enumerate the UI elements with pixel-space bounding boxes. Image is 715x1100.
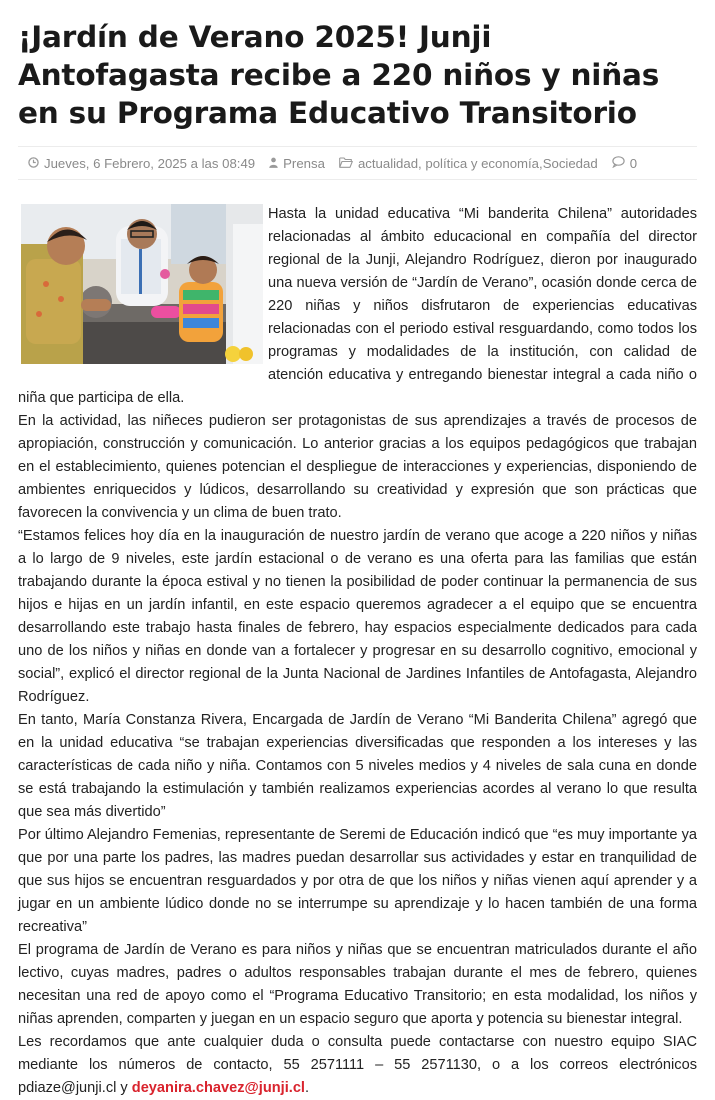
meta-category-link-1[interactable]: actualidad, política y economía [357, 155, 540, 171]
meta-date-text: Jueves, 6 Febrero, 2025 a las 08:49 [44, 155, 256, 171]
meta-comments-count[interactable]: 0 [629, 155, 638, 171]
article-closing-paragraph [18, 1031, 697, 1100]
meta-comments[interactable] [612, 156, 637, 171]
article-body [18, 203, 697, 1100]
user-icon [269, 156, 278, 171]
meta-date [28, 156, 255, 171]
article-paragraph-4: En tanto, María Constanza Rivera, Encargada de Jardín de Verano “Mi Banderita Chilena” agregó que en la unidad educativa “se trabajan experiencias diversificadas que responden a los intereses y las características de cada niño y niña. Contamos con 5 niveles medios y 4 niveles de sala cuna en donde se está trabajando la estimulación y también realizamos experiencias acordes al verano lo que resulta que sea más divertido” [18, 712, 697, 820]
article-paragraph-5: Por último Alejandro Femenias, representante de Seremi de Educación indicó que “es muy importante ya que por una parte los padres, las madres puedan desarrollar sus actividades y estar en tranquilidad de que sus hijos se encuentran resguardados y por otra de que los niños y niñas vienen aquí aprender y a jugar en un ambiente lúdico donde no se interrumpe su aprendizaje y lo hacen también de una forma recreativa” [18, 827, 697, 935]
post-meta [18, 146, 697, 180]
closing-period: . [305, 1080, 310, 1096]
article-paragraph-1: Hasta la unidad educativa “Mi banderita Chilena” autoridades relacionadas al ámbito educacional en compañía del director regional de la Junji, Alejandro Rodríguez, dieron por inaugurado una nueva versión de “Jardín de Verano”, ocasión donde cerca de 220 niñas y niños disfrutaron de experiencias educativas relacionadas con el periodo estival resguardando, como todos los programas y modalidades de la institución, con calidad de atención educativa y entregando bienestar integral a cada niño o niña que participa de ella. [18, 206, 697, 406]
contact-email-link[interactable]: deyanira.chavez@junji.cl [131, 1080, 305, 1096]
meta-author-link[interactable]: Prensa [283, 155, 325, 171]
meta-category-separator: , [539, 155, 543, 171]
comment-icon [612, 156, 625, 171]
article-paragraph-6: El programa de Jardín de Verano es para niños y niñas que se encuentran matriculados durante el año lectivo, cuyas madres, padres o adultos responsables trabajan durante el mes de febrero, quienes necesitan una red de apoyo como el “Programa Educativo Transitorio; en esta modalidad, los niños y niñas aprenden, comparten y juegan en un espacio seguro que aporta y potencia su bienestar integral. [18, 942, 697, 1027]
clock-icon [28, 156, 39, 171]
folder-icon [339, 156, 353, 171]
article-paragraph-3: “Estamos felices hoy día en la inauguración de nuestro jardín de verano que acoge a 220 niños y niñas a lo largo de 9 niveles, este jardín estacional o de verano es una oferta para las familias que están trabajando durante la época estival y no tienen la posibilidad de poder continuar la permanencia de sus hijos e hijas en un jardín infantil, en este espacio queremos agradecer a el equipo que se encuentra desarrollando este trabajo hasta finales de febrero, hay espacios especialmente dedicados para cada uno de los niños y niñas en donde van a fortalecer y progresar en su desarrollo cognitivo, emocional y social”, explicó el director regional de la Junta Nacional de Jardines Infantiles de Antofagasta, Alejandro Rodríguez. [18, 528, 697, 705]
meta-category-link-2[interactable]: Sociedad [542, 155, 598, 171]
article-photo [21, 204, 263, 364]
meta-categories [339, 156, 598, 171]
article-paragraph-2: En la actividad, las niñeces pudieron ser protagonistas de sus aprendizajes a través de procesos de apropiación, construcción y comunicación. Lo anterior gracias a los equipos pedagógicos que trabajan en el establecimiento, quienes potencian el despliegue de interacciones y experiencias, disponiendo de ambientes enriquecidos y lúdicos, desarrollando su creatividad y expresión que son prácticas que favorecen la convivencia y un clima de buen trato. [18, 413, 697, 521]
meta-author[interactable] [269, 156, 325, 171]
article-title: ¡Jardín de Verano 2025! Junji Antofagasta recibe a 220 niños y niñas en su Programa Educativo Transitorio [18, 20, 660, 130]
closing-text: Les recordamos que ante cualquier duda o consulta puede contactarse con nuestro equipo SIAC mediante los números de contacto, 55 2571111 – 55 2571130, o a los correos electrónicos pdiaze@junji.cl y [18, 1034, 697, 1096]
